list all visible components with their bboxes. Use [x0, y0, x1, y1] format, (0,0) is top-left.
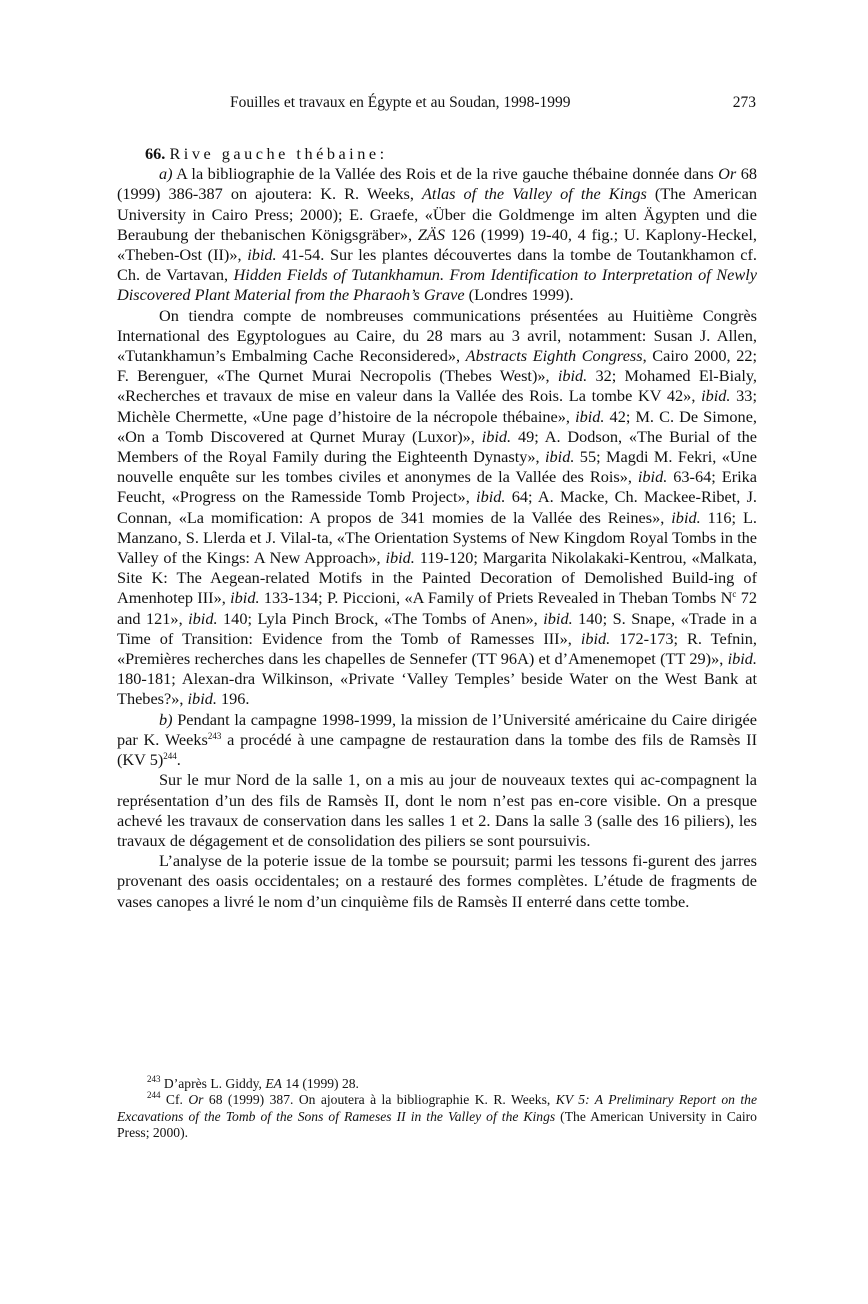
ibid: ibid. [580, 628, 611, 648]
section-title: Rive gauche thébaine: [169, 144, 388, 163]
paragraph-b [117, 710, 757, 771]
text-run: a procédé à une campagne de restauration dans la tombe des fils de Ramsès II (KV 5) [117, 729, 757, 770]
text-run: , Cairo 2000, 22; F. Berenguer, «The Qurnet Murai Necropolis (Thebes West)», [117, 346, 758, 386]
text-run: 32; Mohamed El-Bialy, «Recherches et travaux de mise en valeur dans la Vallée des Rois. La tombe KV 42», [117, 366, 757, 406]
text-run: 49; A. Dodson, «The Burial of the Members of the Royal Family during the Eighteenth Dynasty», [117, 426, 757, 467]
ibid: ibid. [671, 507, 701, 527]
text-run: 140; Lyla Pinch Brock, «The Tombs of Anen», [217, 608, 544, 628]
text-run: 72 and 121», [117, 588, 757, 628]
text-run: On tiendra compte de nombreuses communications présentées au Huitième Congrès International des Egyptologues au Caire, du 28 mars au 3 avril, notamment: Susan J. Allen, «Tutankhamun’s Embalming Cache Reconsidered», [117, 305, 757, 366]
ibid: ibid. [476, 487, 506, 507]
text-run: 55; Magdi M. Fekri, «Une nouvelle enquête sur les tombes civiles et anonymes de la Vallée des Rois», [117, 447, 757, 487]
text-run: 14 (1999) 28. [281, 1076, 359, 1091]
text-run: 140; S. Snape, «Trade in a Time of Transition: Evidence from the Tomb of Ramesses III», [117, 608, 757, 648]
text-run: 41-54. Sur les plantes découvertes dans la tombe de Toutankhamon cf. Ch. de Vartavan, [117, 245, 757, 285]
ibid: ibid. [543, 608, 573, 628]
ibid: ibid. [481, 426, 512, 446]
paragraph-a [117, 164, 757, 305]
journal-title: EA [265, 1076, 282, 1091]
book-title: Hidden Fields of Tutankhamun. From Identification to Interpretation of Newly Discovered Plant Material from the Pharaoh’s Grave [117, 265, 757, 305]
book-title: KV 5: A Preliminary Report on the Excavations of the Tomb of the Sons of Rameses II in the Valley of the Kings [117, 1092, 757, 1124]
ibid: ibid. [701, 386, 731, 406]
text-run: 116; L. Manzano, S. Llerda et J. Vilal-ta, «The Orientation Systems of New Kingdom Royal Tombs in the Valley of the Kings: A New Approach», [117, 507, 757, 568]
footnote-number: 244 [147, 1090, 161, 1101]
text-run: D’après L. Giddy, [160, 1076, 266, 1091]
text-run: 68 (1999) 387. On ajoutera à la bibliographie K. R. Weeks, [203, 1092, 556, 1108]
paragraph-marker: b) [159, 709, 173, 729]
ibid: ibid. [188, 608, 218, 628]
publication-title: Abstracts Eighth Congress [465, 346, 643, 366]
ibid: ibid. [230, 588, 260, 608]
main-text [117, 144, 757, 912]
footnote-244 [117, 1092, 757, 1141]
footnote-ref[interactable]: 244 [163, 751, 177, 762]
ibid: ibid. [727, 649, 757, 669]
book-title: Atlas of the Valley of the Kings [421, 184, 647, 204]
running-header [160, 94, 756, 116]
ibid: ibid. [385, 548, 415, 568]
text-run: (Londres 1999). [464, 285, 574, 305]
ibid: ibid. [545, 447, 575, 467]
text-run: (The American University in Cairo Press; 2000); E. Graefe, «Über die Goldmenge im alten Ägypten und die Beraubung der thebanischen Königsgräber», [117, 184, 757, 244]
text-run: 42; M. C. De Simone, «On a Tomb Discovered at Qurnet Muray (Luxor)», [117, 406, 757, 446]
text-run: Cf. [160, 1092, 189, 1108]
ibid: ibid. [637, 467, 668, 487]
footnotes [117, 1076, 757, 1142]
text-run: (The American University in Cairo Press; 2000). [117, 1108, 757, 1141]
footnote-number: 243 [147, 1074, 161, 1084]
text-run: 196. [216, 689, 250, 709]
text-run: 33; Michèle Chermette, «Une page d’histoire de la nécropole thébaine», [117, 386, 757, 426]
paragraph-poterie: L’analyse de la poterie issue de la tombe se poursuit; parmi les tessons fi-gurent des jarres provenant des oasis occidentales; on a restauré des formes complètes. L’étude de fragments de vases canopes a livré le nom d’un cinquième fils de Ramsès II enterré dans cette tombe. [117, 851, 757, 911]
paragraph-marker: a) [159, 164, 173, 184]
text-run: 126 (1999) 19-40, 4 fig.; U. Kaplony-Heckel, «Theben-Ost (II)», [117, 224, 758, 265]
text-run: . [176, 750, 181, 770]
journal-title: ZÄS [417, 224, 445, 244]
text-run: 68 (1999) 386-387 on ajoutera: K. R. Weeks, [117, 164, 757, 204]
text-run: A la bibliographie de la Vallée des Rois et de la rive gauche thébaine donnée dans [172, 164, 719, 184]
text-run: 64; A. Macke, Ch. Mackee-Ribet, J. Connan, «La momification: A propos de 341 momies de la Vallée des Reines», [117, 487, 757, 527]
ibid: ibid. [187, 689, 217, 709]
page-number: 273 [732, 94, 756, 111]
journal-title: Or [718, 164, 737, 184]
footnote-ref[interactable]: 243 [207, 730, 222, 741]
superscript: c [732, 589, 737, 600]
section-heading [117, 144, 757, 164]
journal-title: Or [188, 1092, 204, 1108]
ibid: ibid. [557, 366, 588, 386]
text-run: 133-134; P. Piccioni, «A Family of Priets Revealed in Theban Tombs N [259, 588, 733, 608]
text-run: 172-173; R. Tefnin, «Premières recherches dans les chapelles de Sennefer (TT 96A) et d’Amenemopet (TT 29)», [117, 628, 757, 669]
text-run: 63-64; Erika Feucht, «Progress on the Ramesside Tomb Project», [117, 467, 758, 507]
footnote-243 [117, 1076, 757, 1092]
running-title: Fouilles et travaux en Égypte et au Soudan, 1998-1999 [230, 94, 571, 111]
ibid: ibid. [575, 406, 605, 426]
text-run: 119-120; Margarita Nikolakaki-Kentrou, «Malkata, Site K: The Aegean-related Motifs in the Painted Decoration of Demolished Build-ing of Amenhotep III», [117, 548, 757, 608]
text-run: Pendant la campagne 1998-1999, la mission de l’Université américaine du Caire dirigée par K. Weeks [117, 709, 757, 749]
paragraph-mur-nord: Sur le mur Nord de la salle 1, on a mis au jour de nouveaux textes qui ac-compagnent la représentation d’un des fils de Ramsès II, dont le nom n’est pas en-core visible. On a presque achevé les travaux de conservation dans les salles 1 et 2. Dans la salle 3 (salle des 16 piliers), les travaux de dégagement et de consolidation des piliers se sont poursuivis. [117, 770, 757, 850]
paragraph-congress [117, 306, 757, 710]
text-run: 180-181; Alexan-dra Wilkinson, «Private ‘Valley Temples’ beside Water on the West Bank at Thebes?», [117, 669, 757, 709]
section-number: 66. [145, 144, 166, 163]
ibid: ibid. [247, 245, 277, 265]
